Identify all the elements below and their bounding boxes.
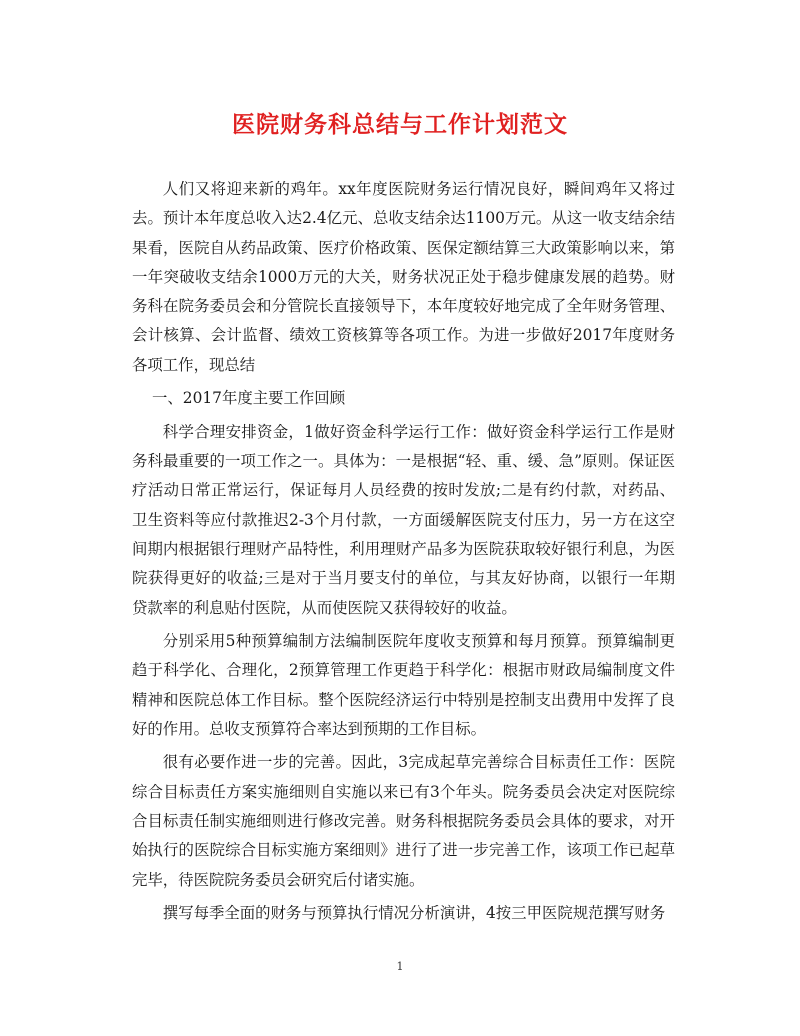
paragraph-analysis: 撰写每季全面的财务与预算执行情况分析演讲，4按三甲医院规范撰写财务 [162,904,666,923]
paragraph-budget: 分别采用5种预算编制方法编制医院年度收支预算和每月预算。预算编制更趋于科学化、合理化，2预算管理工作更趋于科学化：根据市财政局编制度文件精神和医院总体工作目标。整个医院经济运行中特别是控制支出费用中发挥了良好的作用。总收支预算符合率达到预期的工作目标。 [132,632,675,738]
document-body [132,175,675,933]
paragraph-targets: 很有必要作进一步的完善。因此，3完成起草完善综合目标责任工作：医院综合目标责任方案实施细则自实施以来已有3个年头。院务委员会决定对医院综合目标责任制实施细则进行修改完善。财务科根据院务委员会具体的要求，对开始执行的医院综合目标实施方案细则》进行了进一步完善工作，该项工作已起草完毕，待医院院务委员会研究后付诸实施。 [132,753,675,889]
document-title: 医院财务科总结与工作计划范文 [232,111,568,138]
section-heading: 一、2017年度主要工作回顾 [152,389,346,408]
paragraph-funds: 科学合理安排资金，1做好资金科学运行工作：做好资金科学运行工作是财务科最重要的一项工作之一。具体为：一是根据“轻、重、缓、急”原则。保证医疗活动日常正常运行，保证每月人员经费的按时发放;二是有约付款，对药品、卫生资料等应付款推迟2-3个月付款，一方面缓解医院支付压力，另一方在这空间期内根据银行理财产品特性，利用理财产品多为医院获取较好银行利息，为医院获得更好的收益;三是对于当月要支付的单位，与其友好协商，以银行一年期贷款率的利息贴付医院，从而使医院又获得较好的收益。 [132,422,675,617]
paragraph-intro: 人们又将迎来新的鸡年。xx年度医院财务运行情况良好，瞬间鸡年又将过去。预计本年度总收入达2.4亿元、总收支结余达1100万元。从这一收支结余结果看，医院自从药品政策、医疗价格政策、医保定额结算三大政策影响以来，第一年突破收支结余1000万元的大关，财务状况正处于稳步健康发展的趋势。财务科在院务委员会和分管院长直接领导下，本年度较好地完成了全年财务管理、会计核算、会计监督、绩效工资核算等各项工作。为进一步做好2017年度财务各项工作，现总结 [132,180,675,374]
page-number: 1 [396,960,404,973]
